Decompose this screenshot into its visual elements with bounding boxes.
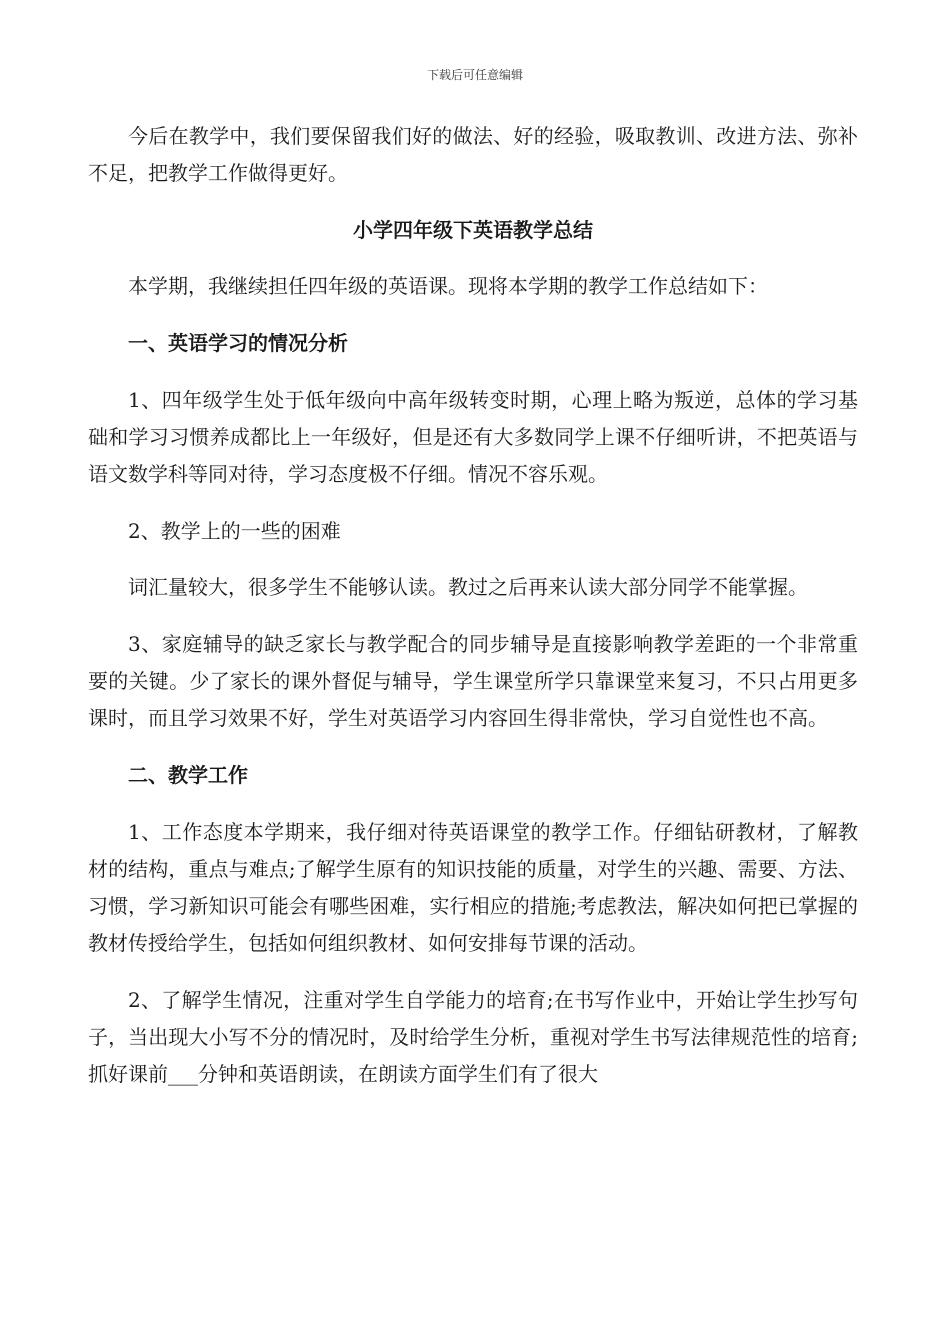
paragraph-closing-remark: 今后在教学中，我们要保留我们好的做法、好的经验，吸取教训、改进方法、弥补不足，把教学工作做得更好。 [88, 124, 858, 185]
document-body [88, 118, 858, 1093]
page-header: 下载后可任意编辑 [426, 68, 523, 82]
paragraph-1-2: 2、教学上的一些的困难 [128, 519, 341, 543]
paragraph-1-3: 3、家庭辅导的缺乏家长与教学配合的同步辅导是直接影响教学差距的一个非常重要的关键。少了家长的课外督促与辅导，学生课堂所学只靠课堂来复习，不只占用更多课时，而且学习效果不好，学生对英语学习内容回生得非常快，学习自觉性也不高。 [88, 632, 858, 730]
paragraph-2-1: 1、工作态度本学期来，我仔细对待英语课堂的教学工作。仔细钻研教材，了解教材的结构，重点与难点;了解学生原有的知识技能的质量，对学生的兴趣、需要、方法、习惯，学习新知识可能会有哪些困难，实行相应的措施;考虑教法，解决如何把已掌握的教材传授给学生，包括如何组织教材、如何安排每节课的活动。 [88, 820, 858, 955]
section-heading-1: 一、英语学习的情况分析 [128, 331, 348, 355]
paragraph-intro: 本学期，我继续担任四年级的英语课。现将本学期的教学工作总结如下： [128, 274, 768, 298]
document-title: 小学四年级下英语教学总结 [353, 218, 593, 242]
paragraph-1-1: 1、四年级学生处于低年级向中高年级转变时期，心理上略为叛逆，总体的学习基础和学习习惯养成都比上一年级好，但是还有大多数同学上课不仔细听讲，不把英语与语文数学科等同对待，学习态度极不仔细。情况不容乐观。 [88, 388, 858, 486]
paragraph-2-2: 2、了解学生情况，注重对学生自学能力的培育;在书写作业中，开始让学生抄写句子，当出现大小写不分的情况时，及时给学生分析，重视对学生书写法律规范性的培育;抓好课前___分钟和英语朗读，在朗读方面学生们有了很大 [88, 988, 858, 1086]
paragraph-1-2-detail: 词汇量较大，很多学生不能够认读。教过之后再来认读大部分同学不能掌握。 [128, 575, 808, 599]
section-heading-2: 二、教学工作 [128, 763, 248, 787]
